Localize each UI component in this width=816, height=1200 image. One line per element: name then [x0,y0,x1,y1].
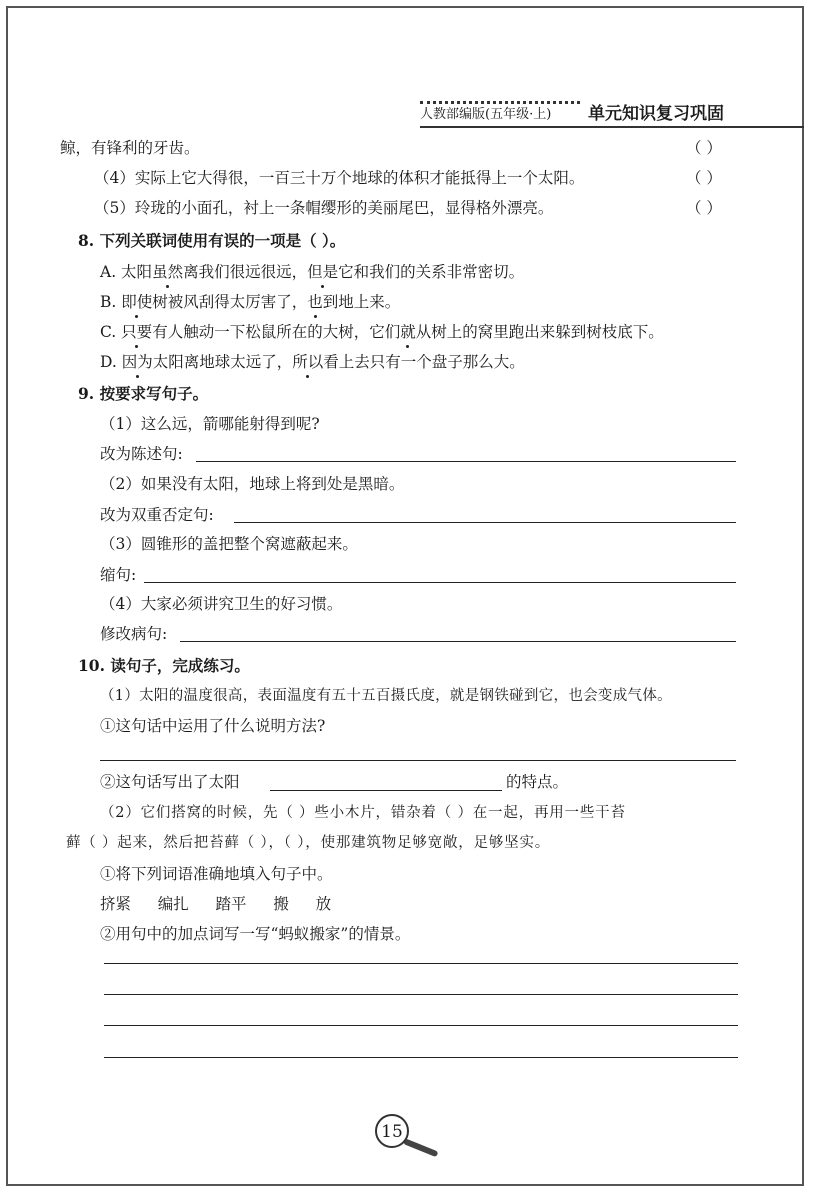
q10-word-bank: 挤紧 编扎 踏平 搬 放 [100,895,332,913]
q8-c-keyword-2: 就 [400,323,416,341]
q9-answer-line-1[interactable] [196,461,736,462]
q9-sentence-2: （2）如果没有太阳，地球上将到处是黑暗。 [100,475,405,493]
q9-answer-line-4[interactable] [180,641,736,642]
q10-p1-question-2-pre: ②这句话写出了太阳 [100,773,240,791]
header-series: 人教部编版(五年级·上) [420,107,552,122]
q8-d-keyword-1: 因为 [121,353,153,371]
q10-title: 10. 读句子，完成练习。 [78,656,250,675]
q8-option-d[interactable] [100,352,525,372]
q8-b-pre: B. [100,293,122,311]
q9-label-1: 改为陈述句: [100,445,183,463]
q8-a-pre: A. 太阳 [100,263,153,281]
q8-d-keyword-2: 所以 [292,353,324,371]
q10-p2-question-2: ②用句中的加点词写一写“蚂蚁搬家”的情景。 [100,925,411,943]
q9-label-4: 修改病句: [100,625,168,643]
answer-paren-5[interactable]: （ ） [686,199,722,217]
answer-paren-4[interactable]: （ ） [686,169,722,187]
q8-option-b[interactable] [100,292,400,312]
q9-answer-line-2[interactable] [234,522,736,523]
header-dot-rule [420,101,580,104]
q8-d-pre: D. [100,353,122,371]
q8-b-mid: 树被风刮得太厉害了， [152,293,308,311]
q8-a-keyword-1: 虽然 [152,263,184,281]
q8-c-post: 从树上的窝里跑出来躲到树枝底下。 [415,323,664,341]
answer-paren-3[interactable]: （ ） [686,139,722,157]
q9-answer-line-3[interactable] [144,582,736,583]
q10-p2-question-1: ①将下列词语准确地填入句子中。 [100,865,333,883]
q8-option-a[interactable] [100,262,524,282]
item-4: （4）实际上它大得很，一百三十万个地球的体积才能抵得上一个太阳。 [94,169,585,187]
q10-writing-line-3[interactable] [104,1025,738,1026]
q10-p1-question-1: ①这句话中运用了什么说明方法? [100,717,326,735]
q8-b-keyword-2: 也 [307,293,323,311]
q10-p1-question-2-post: 的特点。 [506,773,569,791]
continuation-line: 鲸，有锋利的牙齿。 [60,139,200,157]
q9-sentence-1: （1）这么远，箭哪能射得到呢? [100,415,320,433]
q9-sentence-4: （4）大家必须讲究卫生的好习惯。 [100,595,343,613]
item-5: （5）玲珑的小面孔，衬上一条帽缨形的美丽尾巴，显得格外漂亮。 [94,199,554,217]
q8-a-post: 它和我们的关系非常密切。 [338,263,525,281]
q10-writing-line-1[interactable] [104,963,738,964]
q9-title: 9. 按要求写句子。 [78,384,209,403]
q8-c-pre: C. [100,323,122,341]
q10-passage-1: （1）太阳的温度很高，表面温度有五十五百摄氏度，就是钢铁碰到它，也会变成气体。 [100,688,672,704]
q9-sentence-3: （3）圆锥形的盖把整个窝遮蔽起来。 [100,535,358,553]
q8-b-post: 到地上来。 [322,293,401,311]
q9-label-3: 缩句: [100,566,137,584]
page-number: 15 [375,1114,409,1148]
q8-b-keyword-1: 即使 [121,293,153,311]
q10-passage-2-line-1: （2）它们搭窝的时候，先（ ）些小木片，错杂着（ ）在一起，再用一些干苔 [100,805,626,821]
q8-option-c[interactable] [100,322,664,342]
q10-writing-line-2[interactable] [104,994,738,995]
q8-c-mid: 有人触动一下松鼠所在的大树，它们 [152,323,401,341]
q8-d-post: 看上去只有一个盘子那么大。 [323,353,525,371]
q8-d-mid: 太阳离地球太远了， [152,353,293,371]
q8-c-keyword-1: 只要 [121,323,153,341]
header-title: 单元知识复习巩固 [588,104,724,124]
q10-passage-2-line-2: 藓（ ）起来，然后把苔藓（ ），（ ），使那建筑物足够宽敞，足够坚实。 [66,835,551,851]
q8-title: 8. 下列关联词使用有误的一项是（ ）。 [78,231,346,250]
q8-a-mid: 离我们很远很远， [183,263,308,281]
q10-writing-line-4[interactable] [104,1057,738,1058]
q8-a-keyword-2: 但是 [307,263,339,281]
header-rule [420,126,804,128]
q9-label-2: 改为双重否定句: [100,506,214,524]
q10-p1-answer-line-1[interactable] [100,760,736,761]
q10-p1-answer-blank[interactable] [270,790,502,791]
